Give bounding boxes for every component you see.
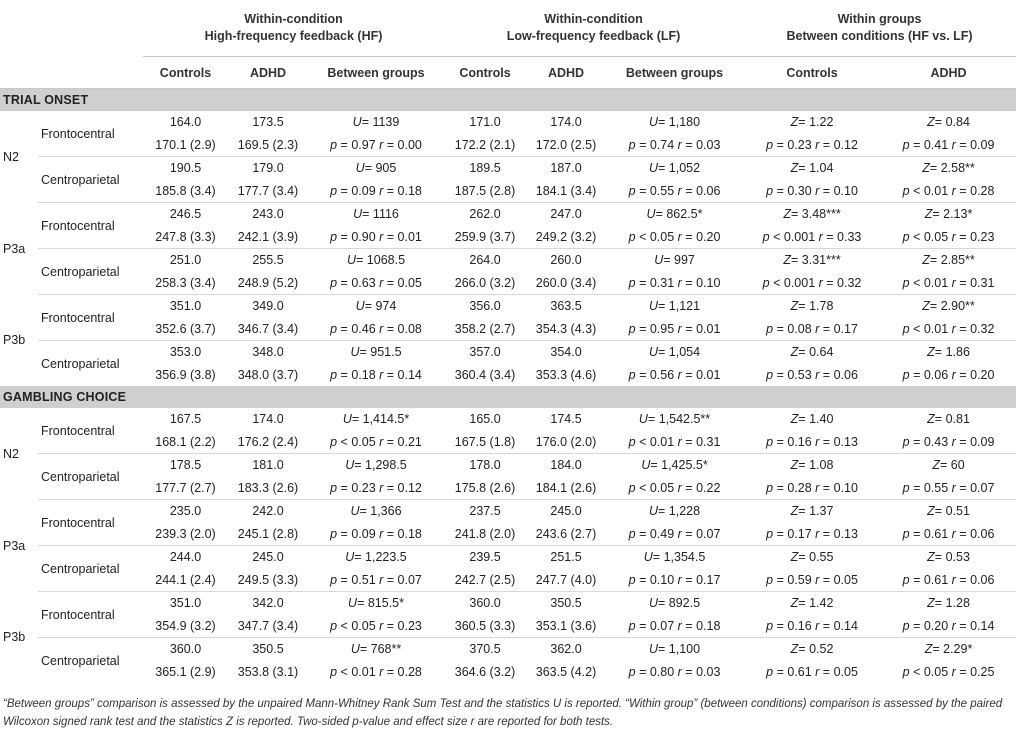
table-cell: 177.7 (3.4) — [237, 183, 299, 198]
stat-symbol: U — [350, 642, 360, 657]
table-cell: U= 892.5 — [606, 592, 743, 615]
stat-symbol: U — [345, 458, 355, 473]
table-cell: 174.5 — [550, 412, 582, 427]
table-row — [0, 477, 1016, 500]
table-cell: 237.5 — [444, 500, 526, 523]
table-cell: 348.0 (3.7) — [237, 367, 299, 382]
region-label: Centroparietal — [38, 157, 143, 203]
stat-symbol: U — [654, 253, 664, 268]
table-cell: Z= 0.51 — [881, 500, 1016, 523]
table-row — [0, 134, 1016, 157]
lf-group-header: Within-condition Low-frequency feedback (LF) — [444, 0, 743, 57]
table-cell: p < 0.05 r = 0.25 — [902, 664, 995, 679]
table-row — [0, 203, 1016, 226]
table-cell: 167.5 — [169, 412, 202, 427]
table-cell: 178.0 — [444, 454, 526, 477]
table-cell: 187.0 — [526, 157, 606, 180]
table-row — [0, 341, 1016, 364]
table-cell: U= 768** — [308, 638, 444, 661]
stat-symbol: Z — [790, 504, 799, 519]
within-groups-header: Within groups Between conditions (HF vs. LF) — [743, 0, 1016, 57]
table-cell: 342.0 — [228, 592, 308, 615]
table-row — [0, 180, 1016, 203]
region-label: Frontocentral — [38, 295, 143, 341]
stat-symbol: Z — [927, 596, 935, 611]
table-cell: 246.5 — [143, 203, 228, 226]
table-row — [0, 272, 1016, 295]
table-row — [0, 592, 1016, 615]
region-label: Centroparietal — [38, 546, 143, 592]
table-cell: 353.1 (3.6) — [535, 618, 597, 633]
table-cell: 357.0 — [444, 341, 526, 364]
stat-symbol: U — [646, 207, 656, 222]
stat-symbol: U — [643, 550, 653, 565]
table-cell: p < 0.001 r = 0.33 — [762, 229, 862, 244]
stat-symbol: Z — [924, 642, 933, 657]
table-cell: p < 0.05 r = 0.21 — [330, 434, 422, 449]
table-cell: 352.6 (3.7) — [155, 321, 216, 336]
table-cell: p = 0.06 r = 0.20 — [902, 367, 995, 382]
stat-symbol: U — [648, 161, 658, 176]
table-cell: p < 0.01 r = 0.32 — [902, 321, 995, 336]
col-header: Between groups — [308, 57, 444, 89]
component-label: P3b — [3, 630, 26, 645]
region-label: Centroparietal — [38, 638, 143, 684]
table-cell: p = 0.18 r = 0.14 — [330, 367, 422, 382]
table-cell: p = 0.97 r = 0.00 — [330, 137, 422, 152]
table-cell: 251.0 — [143, 249, 228, 272]
table-cell: 239.3 (2.0) — [155, 526, 216, 541]
table-cell: p = 0.30 r = 0.10 — [766, 183, 858, 198]
table-row — [0, 226, 1016, 249]
table-cell: 176.2 (2.4) — [237, 434, 299, 449]
table-cell: p = 0.51 r = 0.07 — [330, 572, 422, 587]
stat-symbol: Z — [783, 253, 791, 268]
stat-symbol: U — [648, 642, 658, 657]
table-cell: Z= 1.08 — [743, 454, 881, 477]
table-cell: U= 974 — [308, 295, 444, 318]
table-cell: 241.8 (2.0) — [454, 526, 516, 541]
table-cell: p = 0.16 r = 0.14 — [766, 618, 858, 633]
col-header: Controls — [143, 57, 228, 89]
table-cell: p = 0.61 r = 0.06 — [902, 526, 995, 541]
table-cell: Z= 0.81 — [927, 412, 970, 427]
table-row — [0, 500, 1016, 523]
table-cell: 255.5 — [228, 249, 308, 272]
table-cell: U= 1,298.5 — [308, 454, 444, 477]
stat-symbol: Z — [927, 550, 935, 565]
table-cell: p = 0.95 r = 0.01 — [628, 321, 721, 336]
col-header: Controls — [743, 57, 881, 89]
stat-symbol: U — [648, 299, 658, 314]
component-label: P3a — [3, 241, 26, 256]
table-cell: p < 0.01 r = 0.28 — [902, 183, 995, 198]
stat-symbol: Z — [790, 115, 799, 130]
table-cell: 173.5 — [252, 115, 284, 130]
table-cell: 239.5 — [444, 546, 526, 569]
table-cell: 243.0 — [228, 203, 308, 226]
table-cell: 354.9 (3.2) — [155, 618, 216, 633]
stat-symbol: U — [638, 412, 648, 427]
region-label: Frontocentral — [38, 592, 143, 638]
region-label: Centroparietal — [38, 249, 143, 295]
table-cell: 184.1 (3.4) — [535, 183, 597, 198]
table-cell: 245.1 (2.8) — [237, 526, 299, 541]
table-cell: Z= 2.13* — [881, 203, 1016, 226]
table-cell: 175.8 (2.6) — [454, 480, 516, 495]
table-cell: 260.0 (3.4) — [535, 275, 597, 290]
table-cell: 350.5 — [228, 638, 308, 661]
table-row — [0, 295, 1016, 318]
region-label: Frontocentral — [38, 500, 143, 546]
table-cell: 365.1 (2.9) — [155, 664, 216, 679]
table-cell: U= 1,223.5 — [308, 546, 444, 569]
table-cell: Z= 1.42 — [743, 592, 881, 615]
component-label: P3b — [3, 333, 26, 348]
section-header: GAMBLING CHOICE — [0, 386, 1016, 408]
table-cell: 167.5 (1.8) — [454, 434, 516, 449]
table-cell: p < 0.05 r = 0.23 — [330, 618, 422, 633]
stat-symbol: U — [345, 550, 355, 565]
stat-symbol: Z — [927, 345, 935, 360]
stat-symbol: Z — [927, 504, 935, 519]
component-label: N2 — [3, 446, 19, 461]
table-cell: p < 0.01 r = 0.31 — [628, 434, 721, 449]
table-cell: U= 1116 — [308, 203, 444, 226]
table-cell: 189.5 — [444, 157, 526, 180]
table-cell: p = 0.08 r = 0.17 — [766, 321, 858, 336]
col-header: ADHD — [881, 57, 1016, 89]
table-cell: 360.4 (3.4) — [454, 367, 516, 382]
table-cell: 350.5 — [526, 592, 606, 615]
table-cell: U= 951.5 — [308, 341, 444, 364]
stat-symbol: U — [648, 345, 658, 360]
table-cell: 247.8 (3.3) — [155, 229, 216, 244]
table-cell: p = 0.55 r = 0.07 — [902, 480, 995, 495]
table-cell: Z= 3.48*** — [743, 203, 881, 226]
stat-symbol: Z — [922, 161, 930, 176]
stat-symbol: U — [355, 299, 365, 314]
table-cell: Z= 0.53 — [881, 546, 1016, 569]
table-row — [0, 157, 1016, 180]
table-cell: 185.8 (3.4) — [155, 183, 216, 198]
stat-symbol: Z — [927, 412, 935, 427]
table-body — [0, 89, 1016, 684]
table-cell: p = 0.53 r = 0.06 — [766, 367, 858, 382]
table-cell: U= 1,414.5* — [342, 412, 410, 427]
table-cell: 248.9 (5.2) — [237, 275, 299, 290]
table-row — [0, 111, 1016, 134]
stat-symbol: Z — [790, 412, 799, 427]
table-cell: p = 0.28 r = 0.10 — [766, 480, 858, 495]
table-cell: 356.0 — [444, 295, 526, 318]
stat-symbol: Z — [922, 299, 930, 314]
stat-symbol: U — [352, 115, 362, 130]
table-cell: 247.0 — [526, 203, 606, 226]
table-cell: U= 1,121 — [606, 295, 743, 318]
table-cell: 174.0 — [550, 115, 582, 130]
table-cell: p = 0.09 r = 0.18 — [330, 526, 422, 541]
stat-symbol: Z — [922, 253, 930, 268]
table-cell: 360.0 — [143, 638, 228, 661]
table-cell: 174.0 — [252, 412, 284, 427]
table-cell: 351.0 — [143, 592, 228, 615]
table-cell: 245.0 — [228, 546, 308, 569]
table-cell: 170.1 (2.9) — [155, 137, 216, 152]
table-cell: 179.0 — [228, 157, 308, 180]
stat-symbol: Z — [924, 207, 933, 222]
table-cell: 245.0 — [526, 500, 606, 523]
table-cell: 247.7 (4.0) — [535, 572, 597, 587]
table-cell: p = 0.61 r = 0.06 — [902, 572, 995, 587]
component-label: N2 — [3, 149, 19, 164]
table-cell: 360.0 — [444, 592, 526, 615]
stat-symbol: Z — [932, 458, 940, 473]
stat-symbol: U — [353, 207, 363, 222]
table-cell: 364.6 (3.2) — [454, 664, 516, 679]
table-cell: 264.0 — [444, 249, 526, 272]
table-cell: Z= 1.28 — [881, 592, 1016, 615]
table-cell: Z= 2.58** — [881, 157, 1016, 180]
table-cell: Z= 0.52 — [743, 638, 881, 661]
table-cell: p < 0.001 r = 0.32 — [762, 275, 862, 290]
table-cell: 354.0 — [526, 341, 606, 364]
table-cell: 172.0 (2.5) — [535, 137, 597, 152]
table-cell: 242.0 — [228, 500, 308, 523]
table-row — [0, 546, 1016, 569]
stat-symbol: Z — [790, 642, 799, 657]
table-cell: 184.1 (2.6) — [535, 480, 597, 495]
table-cell: p = 0.61 r = 0.05 — [766, 664, 858, 679]
table-cell: 164.0 — [169, 115, 202, 130]
table-cell: 168.1 (2.2) — [155, 434, 216, 449]
region-label: Frontocentral — [41, 423, 115, 438]
stat-symbol: Z — [790, 299, 799, 314]
stat-symbol: U — [355, 161, 365, 176]
table-cell: 347.7 (3.4) — [237, 618, 299, 633]
table-cell: 184.0 — [526, 454, 606, 477]
table-row — [0, 408, 1016, 431]
table-cell: 360.5 (3.3) — [454, 618, 516, 633]
table-cell: U= 815.5* — [308, 592, 444, 615]
table-cell: p = 0.43 r = 0.09 — [902, 434, 995, 449]
col-header: Between groups — [606, 57, 743, 89]
table-cell: 165.0 — [469, 412, 501, 427]
table-cell: U= 905 — [308, 157, 444, 180]
component-label: P3a — [3, 538, 26, 553]
table-cell: p = 0.23 r = 0.12 — [330, 480, 422, 495]
table-footnote: “Between groups” comparison is assessed by the unpaired Mann-Whitney Rank Sum Test and the statistics U is reported. “Within group” (between conditions) comparison is assessed by the paired Wilcoxon signed rank test and the statistics Z is reported. Two-sided p-value and effect size r are reported for both tests. — [3, 698, 1003, 728]
table-cell: Z= 3.31*** — [743, 249, 881, 272]
table-cell: Z= 1.04 — [743, 157, 881, 180]
table-cell: 169.5 (2.3) — [237, 137, 299, 152]
table-cell: U= 1,100 — [606, 638, 743, 661]
table-cell: p = 0.10 r = 0.17 — [628, 572, 721, 587]
table-cell: p = 0.49 r = 0.07 — [628, 526, 721, 541]
table-cell: p = 0.16 r = 0.13 — [766, 434, 858, 449]
table-cell: 353.8 (3.1) — [237, 664, 299, 679]
table-cell: 370.5 — [444, 638, 526, 661]
stat-symbol: U — [342, 412, 352, 427]
table-cell: 266.0 (3.2) — [454, 275, 516, 290]
region-label: Centroparietal — [38, 454, 143, 500]
table-cell: 178.5 — [143, 454, 228, 477]
table-cell: 363.5 (4.2) — [535, 664, 597, 679]
stat-symbol: Z — [790, 596, 799, 611]
table-cell: 363.5 — [526, 295, 606, 318]
table-cell: Z= 2.85** — [881, 249, 1016, 272]
table-cell: p = 0.56 r = 0.01 — [628, 367, 721, 382]
table-cell: p = 0.23 r = 0.12 — [766, 137, 858, 152]
table-cell: 353.3 (4.6) — [535, 367, 597, 382]
table-cell: 262.0 — [444, 203, 526, 226]
table-cell: 243.6 (2.7) — [535, 526, 597, 541]
table-cell: 251.5 — [526, 546, 606, 569]
stat-symbol: U — [648, 596, 658, 611]
table-cell: Z= 0.55 — [743, 546, 881, 569]
stat-symbol: Z — [783, 207, 791, 222]
table-cell: 354.3 (4.3) — [535, 321, 597, 336]
table-cell: Z= 1.22 — [790, 115, 834, 130]
table-row — [0, 431, 1016, 454]
table-cell: 258.3 (3.4) — [155, 275, 216, 290]
table-cell: U= 1,542.5** — [638, 412, 711, 427]
table-cell: p < 0.01 r = 0.28 — [330, 664, 422, 679]
table-cell: 362.0 — [526, 638, 606, 661]
table-cell: 259.9 (3.7) — [454, 229, 516, 244]
table-row — [0, 318, 1016, 341]
table-cell: p = 0.07 r = 0.18 — [628, 618, 721, 633]
stat-symbol: U — [350, 345, 360, 360]
table-row — [0, 454, 1016, 477]
table-cell: U= 1,354.5 — [606, 546, 743, 569]
table-cell: Z= 0.84 — [927, 115, 970, 130]
table-cell: U= 1068.5 — [308, 249, 444, 272]
table-cell: U= 1,366 — [308, 500, 444, 523]
table-cell: p = 0.59 r = 0.05 — [766, 572, 858, 587]
stat-symbol: U — [641, 458, 651, 473]
table-cell: p = 0.41 r = 0.09 — [902, 137, 995, 152]
table-row — [0, 661, 1016, 684]
table-cell: p = 0.80 r = 0.03 — [628, 664, 721, 679]
table-cell: 242.1 (3.9) — [237, 229, 299, 244]
table-cell: 349.0 — [228, 295, 308, 318]
table-cell: Z= 1.40 — [790, 412, 834, 427]
table-cell: 358.2 (2.7) — [454, 321, 516, 336]
col-header: ADHD — [228, 57, 308, 89]
table-cell: 176.0 (2.0) — [535, 434, 597, 449]
table-cell: 183.3 (2.6) — [237, 480, 299, 495]
table-cell: 171.0 — [469, 115, 501, 130]
table-cell: U= 1,052 — [606, 157, 743, 180]
stat-symbol: U — [648, 504, 658, 519]
table-cell: U= 1,180 — [648, 115, 701, 130]
table-row — [0, 638, 1016, 661]
col-header: Controls — [444, 57, 526, 89]
table-cell: 244.0 — [143, 546, 228, 569]
table-cell: 346.7 (3.4) — [237, 321, 299, 336]
table-cell: p < 0.05 r = 0.20 — [628, 229, 721, 244]
table-cell: p = 0.46 r = 0.08 — [330, 321, 422, 336]
table-cell: p < 0.05 r = 0.23 — [902, 229, 995, 244]
table-cell: 348.0 — [228, 341, 308, 364]
stat-symbol: Z — [927, 115, 935, 130]
hf-group-header: Within-condition High-frequency feedback (HF) — [143, 0, 444, 57]
table-row — [0, 249, 1016, 272]
region-label: Frontocentral — [41, 126, 115, 141]
table-row — [0, 523, 1016, 546]
table-row — [0, 615, 1016, 638]
stat-symbol: Z — [790, 345, 799, 360]
table-cell: p = 0.31 r = 0.10 — [628, 275, 721, 290]
table-row — [0, 569, 1016, 592]
table-cell: Z= 60 — [881, 454, 1016, 477]
table-cell: U= 997 — [606, 249, 743, 272]
table-cell: 244.1 (2.4) — [155, 572, 216, 587]
table-cell: 235.0 — [143, 500, 228, 523]
table-cell: p = 0.63 r = 0.05 — [330, 275, 422, 290]
table-cell: 249.2 (3.2) — [535, 229, 597, 244]
table-cell: 353.0 — [143, 341, 228, 364]
table-cell: p = 0.55 r = 0.06 — [628, 183, 721, 198]
table-cell: p = 0.74 r = 0.03 — [628, 137, 721, 152]
table-cell: Z= 1.37 — [743, 500, 881, 523]
table-cell: p < 0.01 r = 0.31 — [902, 275, 995, 290]
stat-symbol: Z — [790, 550, 799, 565]
table-cell: 177.7 (2.7) — [155, 480, 216, 495]
table-cell: Z= 1.86 — [881, 341, 1016, 364]
table-cell: 260.0 — [526, 249, 606, 272]
stat-symbol: Z — [790, 161, 799, 176]
table-cell: U= 1,425.5* — [606, 454, 743, 477]
col-header: ADHD — [526, 57, 606, 89]
table-row — [0, 364, 1016, 387]
table-cell: 172.2 (2.1) — [454, 137, 516, 152]
stat-symbol: U — [350, 504, 360, 519]
table-cell: 190.5 — [143, 157, 228, 180]
table-cell: p = 0.20 r = 0.14 — [902, 618, 995, 633]
table-cell: U= 862.5* — [606, 203, 743, 226]
table-cell: p = 0.09 r = 0.18 — [330, 183, 422, 198]
table-cell: Z= 1.78 — [743, 295, 881, 318]
section-header: TRIAL ONSET — [0, 89, 1016, 112]
stat-symbol: Z — [790, 458, 799, 473]
table-cell: p < 0.05 r = 0.22 — [628, 480, 721, 495]
region-label: Centroparietal — [38, 341, 143, 387]
table-cell: 356.9 (3.8) — [155, 367, 216, 382]
table-cell: Z= 2.90** — [881, 295, 1016, 318]
table-cell: 351.0 — [143, 295, 228, 318]
table-cell: p = 0.90 r = 0.01 — [330, 229, 422, 244]
stat-symbol: U — [348, 596, 358, 611]
table-cell: U= 1139 — [352, 115, 400, 130]
table-cell: Z= 2.29* — [881, 638, 1016, 661]
region-label: Frontocentral — [38, 203, 143, 249]
table-cell: U= 1,228 — [606, 500, 743, 523]
table-cell: 242.7 (2.5) — [454, 572, 516, 587]
stat-symbol: U — [648, 115, 658, 130]
table-cell: p = 0.17 r = 0.13 — [766, 526, 858, 541]
table-cell: Z= 0.64 — [743, 341, 881, 364]
stat-symbol: U — [346, 253, 357, 268]
table-cell: U= 1,054 — [606, 341, 743, 364]
table-cell: 249.5 (3.3) — [237, 572, 299, 587]
table-cell: 187.5 (2.8) — [454, 183, 516, 198]
table-cell: 181.0 — [228, 454, 308, 477]
